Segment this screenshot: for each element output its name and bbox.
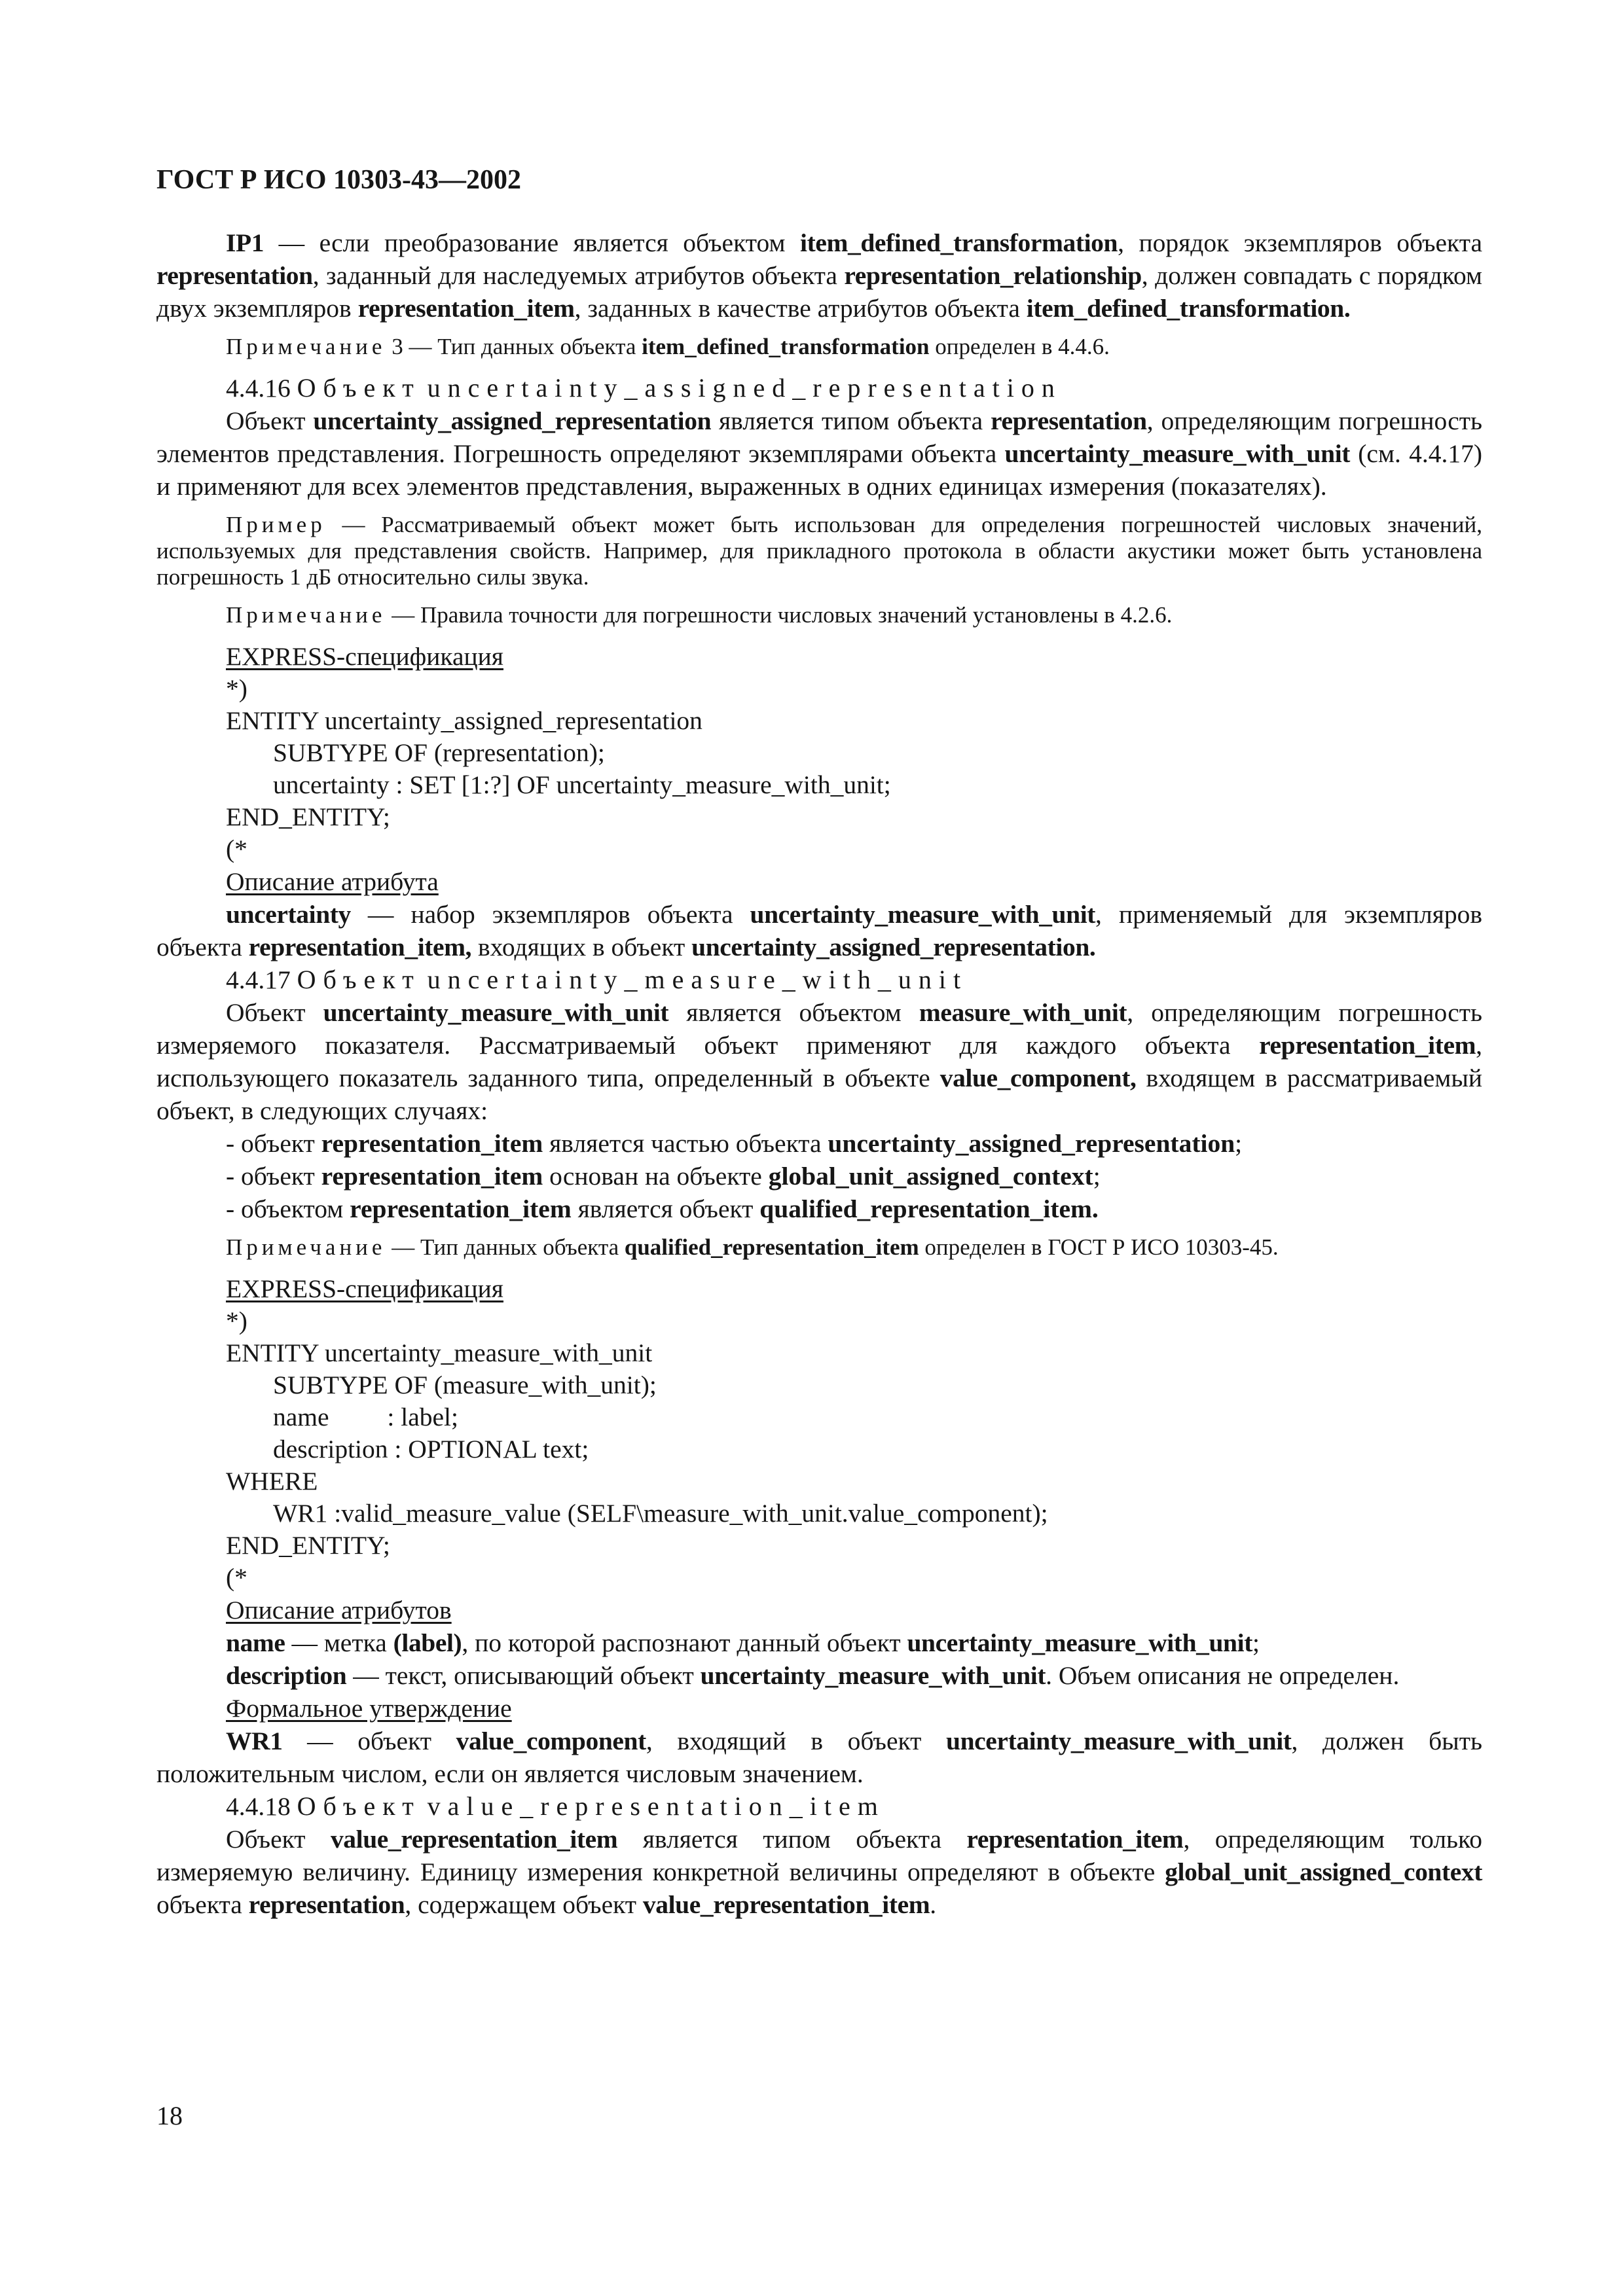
section-4-4-16-body: Объект uncertainty_assigned_representation является типом объекта representation, определяющим погрешность элементов представления. Погрешность определяют экземплярами объекта uncertainty_measure_with_unit (см. 4.4.17) и применяют для всех элементов представления, выраженных в одних единицах измерения (показателях). [156, 406, 1483, 501]
code-line: uncertainty : SET [1:?] OF uncertainty_measure_with_unit; [273, 770, 891, 799]
code-line: SUBTYPE OF (measure_with_unit); [273, 1371, 657, 1399]
express-heading-2: EXPRESS-спецификация [226, 1274, 503, 1303]
list-item: - объект representation_item основан на объекте global_unit_assigned_context; [226, 1162, 1101, 1191]
note-3: Примечание 3 — Тип данных объекта item_defined_transformation определен в 4.4.6. [226, 334, 1110, 359]
section-4-4-18-body: Объект value_representation_item является типом объекта representation_item, определяющим только измеряемую величину. Единицу измерения конкретной величины определяют в объекте global_unit_assigned_context объекта representation, содержащем объект value_representation_item. [156, 1825, 1482, 1919]
case-list [156, 1127, 1482, 1225]
attribute-heading: Описание атрибута [226, 867, 439, 896]
formal-statement-heading: Формальное утверждение [226, 1694, 512, 1723]
code-line: name : label; [273, 1403, 458, 1431]
section-heading-4-4-17: 4.4.17 Объект uncertainty_measure_with_unit [226, 965, 968, 994]
precision-note: Примечание — Правила точности для погрешности числовых значений установлены в 4.2.6. [226, 602, 1173, 628]
express-code-2 [156, 1305, 1482, 1594]
express-code-1 [156, 673, 1482, 865]
attributes-heading: Описание атрибутов [226, 1596, 452, 1624]
example-note: Пример — Рассматриваемый объект может быть использован для определения погрешностей числовых значений, используемых для представления свойств. Например, для прикладного протокола в области акустики может быть установлена погрешность 1 дБ относительно силы звука. [156, 512, 1482, 590]
code-line: SUBTYPE OF (representation); [273, 738, 605, 767]
section-4-4-17-body: Объект uncertainty_measure_with_unit является объектом measure_with_unit, определяющим погрешность измеряемого показателя. Рассматриваемый объект применяют для каждого объекта representation_item, использующего показатель заданного типа, определенный в объекте value_component, входящем в рассматриваемый объект, в следующих случаях: [156, 998, 1483, 1125]
code-line: END_ENTITY; [226, 1531, 390, 1560]
code-line: description : OPTIONAL text; [273, 1435, 589, 1463]
code-line: WHERE [226, 1467, 318, 1496]
section-heading-4-4-16: 4.4.16 Объект uncertainty_assigned_representation [226, 373, 1062, 403]
code-line: WR1 :valid_measure_value (SELF\measure_with_unit.value_component); [273, 1499, 1048, 1528]
code-line: END_ENTITY; [226, 802, 390, 831]
code-line: ENTITY uncertainty_assigned_representation [226, 706, 702, 735]
description-attribute: description — текст, описывающий объект uncertainty_measure_with_unit. Объем описания не определен. [226, 1661, 1400, 1690]
code-line: (* [226, 1563, 247, 1592]
code-line: ENTITY uncertainty_measure_with_unit [226, 1338, 653, 1367]
list-item: - объектом representation_item является объект qualified_representation_item. [226, 1194, 1099, 1223]
code-line: *) [226, 1306, 247, 1335]
code-line: (* [226, 834, 247, 863]
list-item: - объект representation_item является частью объекта uncertainty_assigned_representation; [226, 1129, 1243, 1158]
document-header: ГОСТ Р ИСО 10303-43—2002 [156, 165, 522, 195]
uncertainty-attribute: uncertainty — набор экземпляров объекта uncertainty_measure_with_unit, применяемый для экземпляров объекта representation_item, входящих в объект uncertainty_assigned_representation. [156, 900, 1482, 961]
document-page [156, 164, 1482, 1921]
wr1-statement: WR1 — объект value_component, входящий в объект uncertainty_measure_with_unit, должен быть положительным числом, если он является числовым значением. [156, 1727, 1482, 1788]
qualified-item-note: Примечание — Тип данных объекта qualified_representation_item определен в ГОСТ Р ИСО 10303-45. [226, 1234, 1279, 1260]
section-heading-4-4-18: 4.4.18 Объект value_representation_item [226, 1791, 885, 1821]
ip1-paragraph: IP1 — если преобразование является объектом item_defined_transformation, порядок экземпляров объекта representation, заданный для наследуемых атрибутов объекта representation_relationship, должен совпадать с порядком двух экземпляров representation_item, заданных в качестве атрибутов объекта item_defined_transformation. [156, 228, 1482, 323]
express-heading-1: EXPRESS-спецификация [226, 642, 503, 671]
name-attribute: name — метка (label), по которой распознают данный объект uncertainty_measure_with_unit; [226, 1628, 1260, 1657]
page-number: 18 [156, 2101, 183, 2130]
code-line: *) [226, 674, 247, 703]
